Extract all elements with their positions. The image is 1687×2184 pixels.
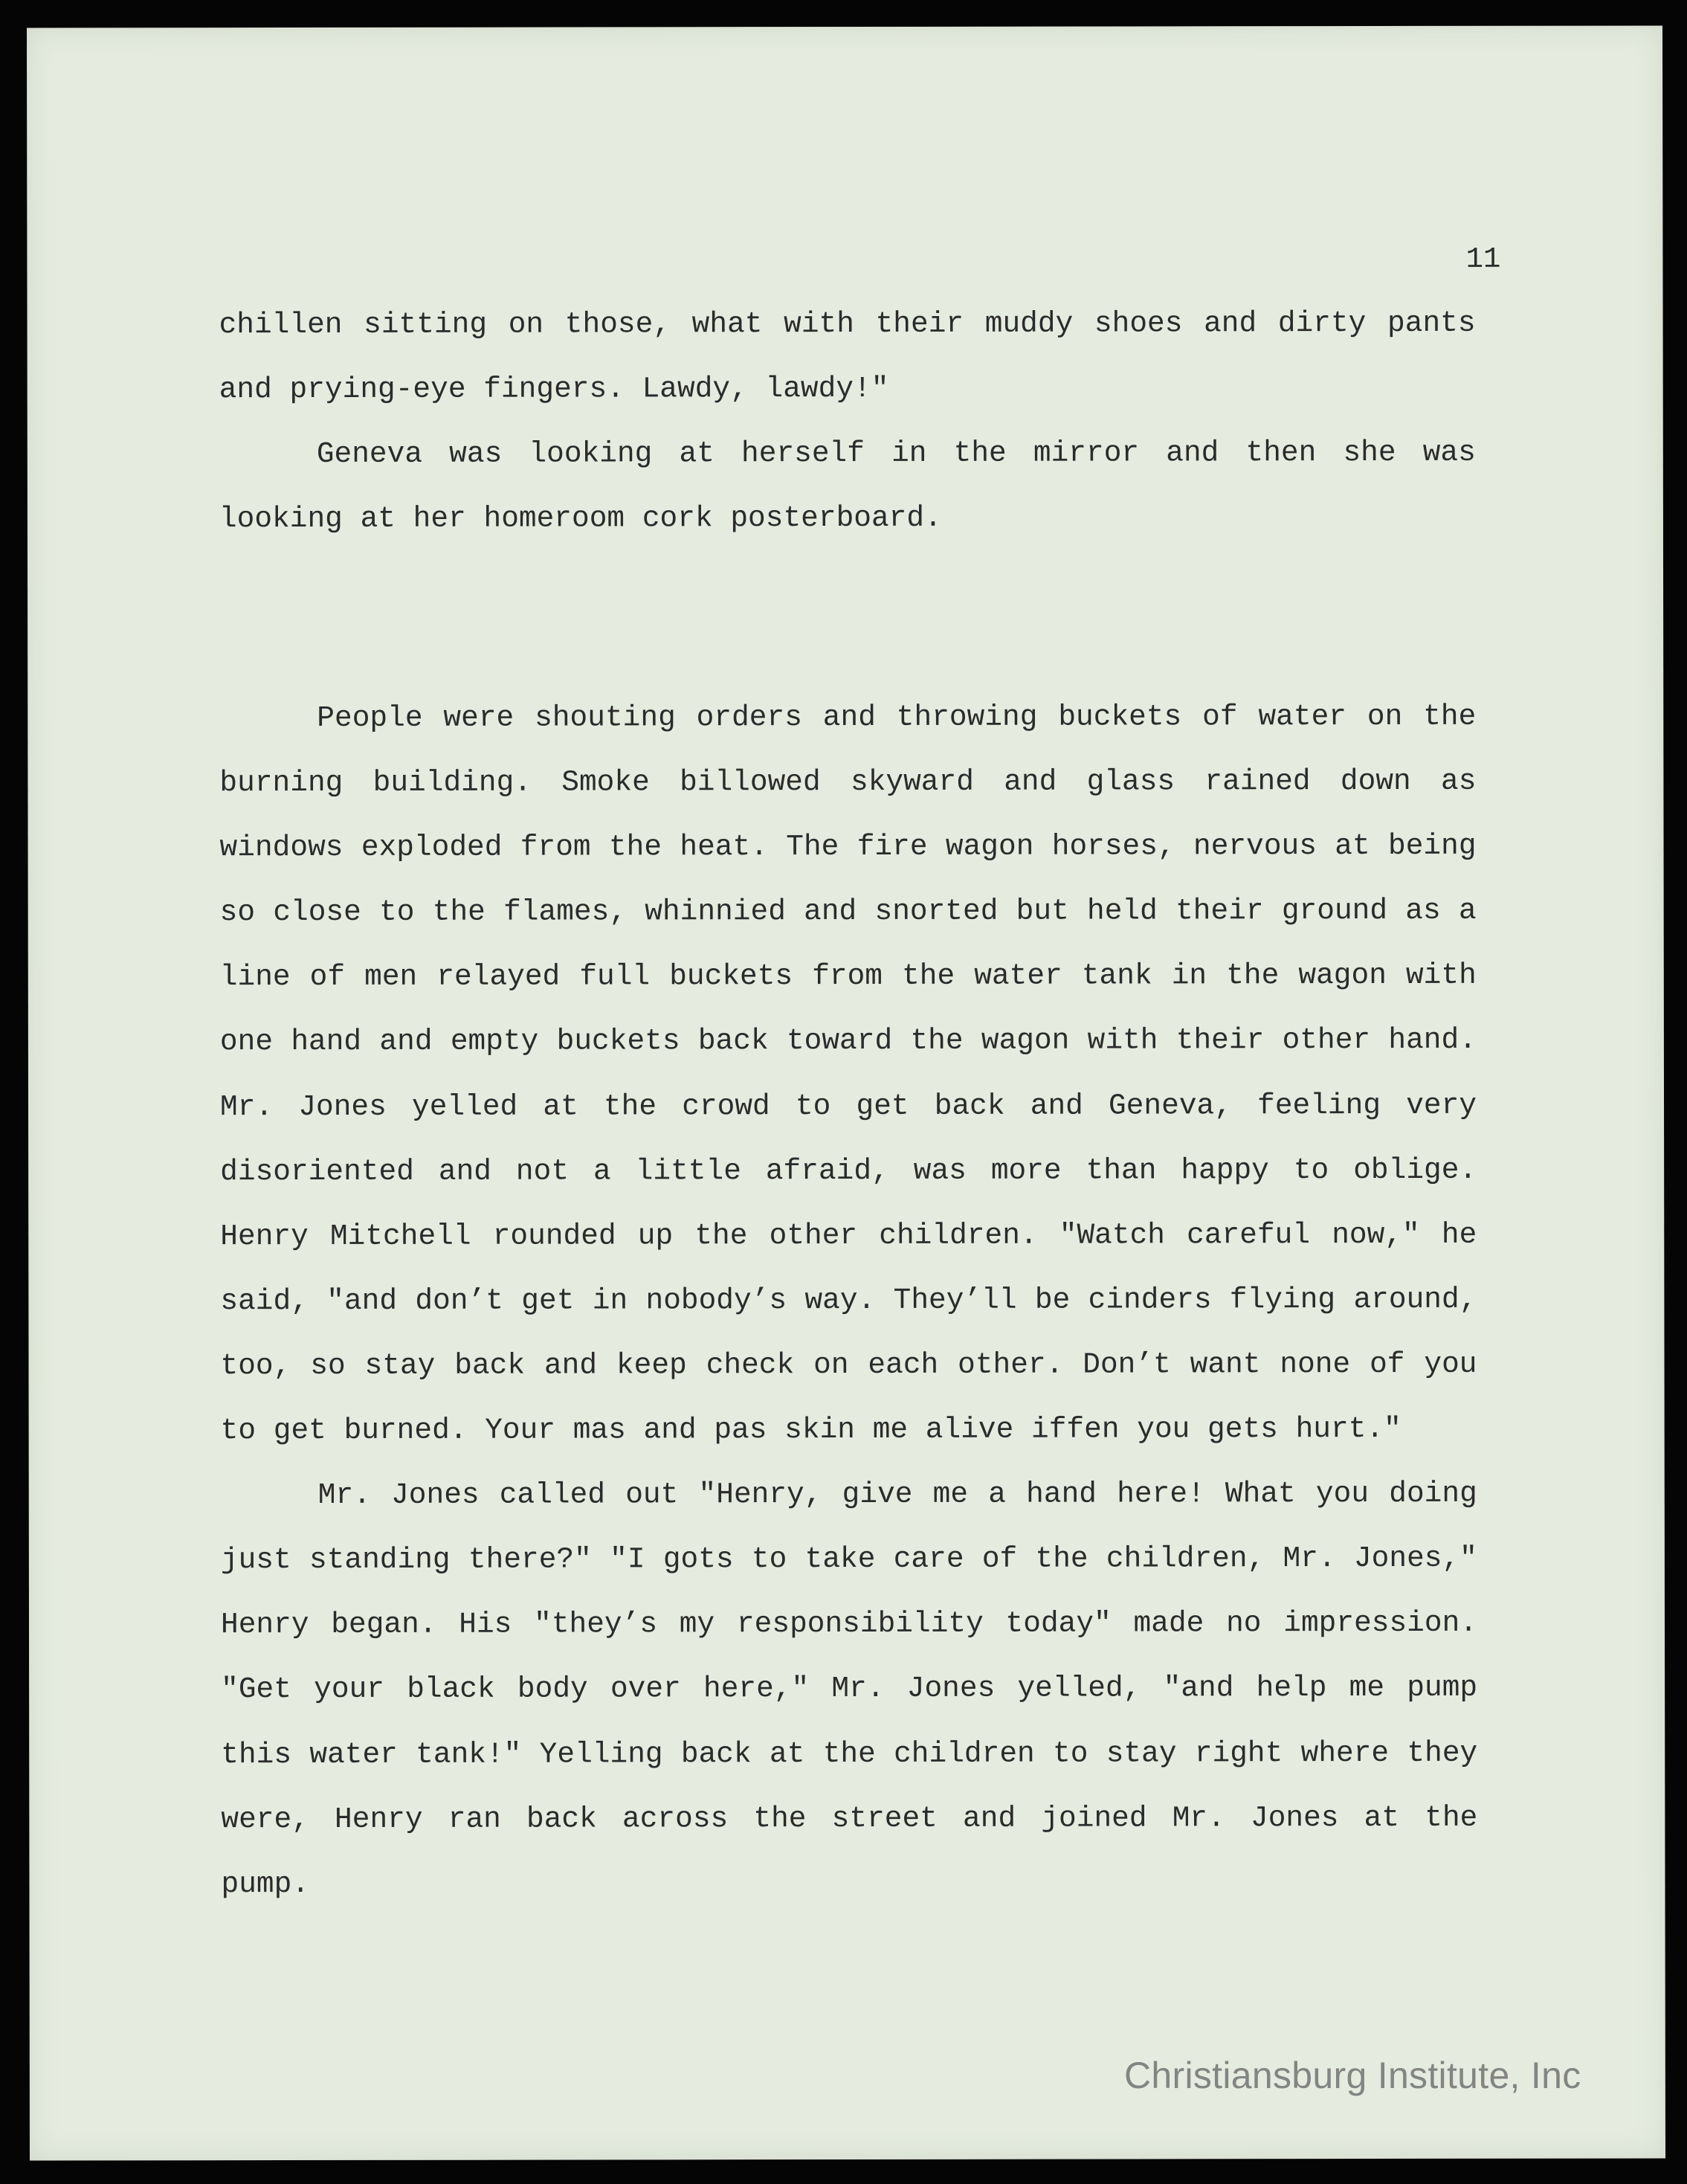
manuscript-page xyxy=(27,25,1665,2160)
paragraph: Geneva was looking at herself in the mirror and then she was looking at her homeroom cork posterboard. xyxy=(219,436,1476,536)
watermark: Christiansburg Institute, Inc xyxy=(1124,2055,1581,2096)
paragraph: Mr. Jones called out "Henry, give me a hand here! What you doing just standing there?" "I gots to take care of the children, Mr. Jones," Henry began. His "they’s my responsibility today" made no impression. "Get your black body over here," Mr. Jones yelled, "and help me pump this water tank!" Yelling back at the children to stay right where they were, Henry ran back across the street and joined Mr. Jones at the pump. xyxy=(220,1476,1478,1901)
page-number: 11 xyxy=(1465,242,1501,276)
text-section-2 xyxy=(219,684,1477,1916)
paragraph: People were shouting orders and throwing buckets of water on the burning building. Smoke billowed skyward and glass rained down as windows exploded from the heat. The fire wagon horses, nervous at being so close to the flames, whinnied and snorted but held their ground as a line of men relayed full buckets from the water tank in the wagon with one hand and empty buckets back toward the wagon with their other hand. Mr. Jones yelled at the crowd to get back and Geneva, feeling very disoriented and not a little afraid, was more than happy to oblige. Henry Mitchell rounded up the other children. "Watch careful now," he said, "and don’t get in nobody’s way. They’ll be cinders flying around, too, so stay back and keep check on each other. Don’t want none of you to get burned. Your mas and pas skin me alive iffen you gets hurt." xyxy=(219,699,1477,1448)
paragraph-continuation: chillen sitting on those, what with their muddy shoes and dirty pants and prying-eye fingers. Lawdy, lawdy!" xyxy=(219,306,1476,407)
text-section-1 xyxy=(219,291,1475,552)
